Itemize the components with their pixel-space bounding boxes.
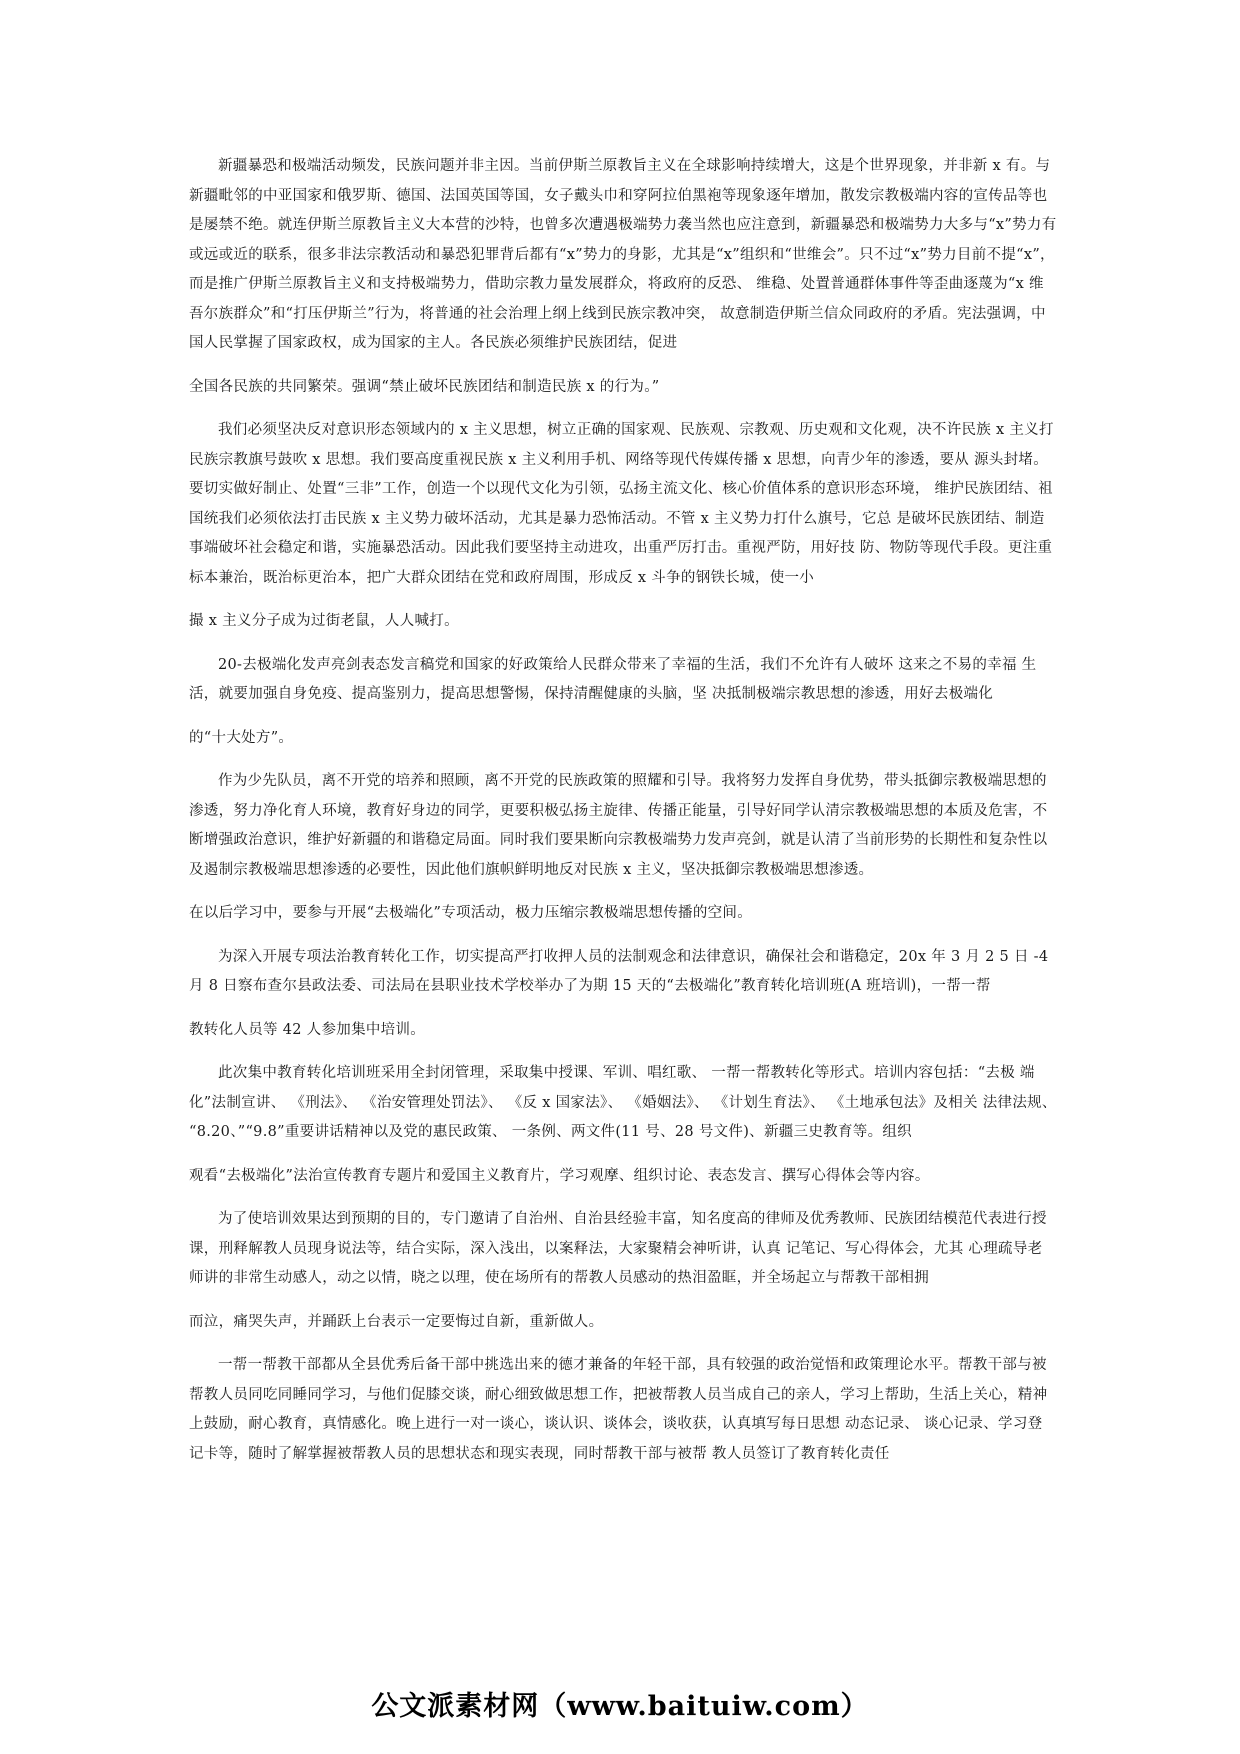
paragraph: 而泣，痛哭失声，并踊跃上台表示一定要悔过自新，重新做人。 bbox=[189, 1313, 604, 1330]
paragraph: 我们必须坚决反对意识形态领域内的 x 主义思想，树立正确的国家观、民族观、宗教观、历史观和文化观，决不许民族 x 主义打民族宗教旗号鼓吹 x 思想。我们要高度重视民族 x 主义利用手机、网络等现代传媒传播 x 思想，向青少年的渗透，要从 源头封堵。要切实做好制止、处置“三非”工作，创造一个以现代文化为引领，弘扬主流文化、核心价值体系的意识形态环境， 维护民族团结、祖国统我们必须依法打击民族 x 主义势力破坏活动，尤其是暴力恐怖活动。不管 x 主义势力打什么旗号，它总 是破坏民族团结、制造事端破坏社会稳定和谐，实施暴恐活动。因此我们要坚持主动进攻，出重严厉打击。重视严防，用好技 防、物防等现代手段。更注重标本兼治，既治标更治本，把广大群众团结在党和政府周围，形成反 x 斗争的钢铁长城，使一小 bbox=[189, 422, 1054, 586]
paragraph: 全国各民族的共同繁荣。强调“禁止破坏民族团结和制造民族 x 的行为。” bbox=[189, 378, 660, 395]
paragraph: 教转化人员等 42 人参加集中培训。 bbox=[189, 1021, 426, 1038]
paragraph: 作为少先队员，离不开党的培养和照顾，离不开党的民族政策的照耀和引导。我将努力发挥自身优势，带头抵御宗教极端思想的渗透，努力净化育人环境，教育好身边的同学，更要积极弘扬主旋律、传播正能量，引导好同学认清宗教极端思想的本质及危害，不断增强政治意识，维护好新疆的和谐稳定局面。同时我们要果断向宗教极端势力发声亮剑，就是认清了当前形势的长期性和复杂性以及遏制宗教极端思想渗透的必要性，因此他们旗帜鲜明地反对民族 x 主义，坚决抵御宗教极端思想渗透。 bbox=[189, 773, 1048, 878]
paragraph: 观看“去极端化”法治宣传教育专题片和爱国主义教育片，学习观摩、组织讨论、表态发言、撰写心得体会等内容。 bbox=[189, 1167, 930, 1184]
footer-watermark: 公文派素材网（www.baituiw.com） bbox=[371, 1691, 869, 1722]
paragraph: 为深入开展专项法治教育转化工作，切实提高严打收押人员的法制观念和法律意识，确保社会和谐稳定，20x 年 3 月 2 5 日 -4 月 8 日察布查尔县政法委、司法局在县职业技术学校举办了为期 15 天的“去极端化”教育转化培训班(A 班培训)，一帮一帮 bbox=[189, 948, 1049, 994]
paragraph: 为了使培训效果达到预期的目的，专门邀请了自治州、自治县经验丰富，知名度高的律师及优秀教师、民族团结模范代表进行授课，刑释解教人员现身说法等，结合实际，深入浅出，以案释法，大家聚精会神听讲，认真 记笔记、写心得体会，尤其 心理疏导老师讲的非常生动感人，动之以情，晓之以理，使在场所有的帮教人员感动的热泪盈眶，并全场起立与帮教干部相拥 bbox=[189, 1211, 1047, 1286]
paragraph: 在以后学习中，要参与开展“去极端化”专项活动，极力压缩宗教极端思想传播的空间。 bbox=[189, 905, 753, 921]
paragraph: 20-去极端化发声亮剑表态发言稿党和国家的好政策给人民群众带来了幸福的生活，我们不允许有人破坏 这来之不易的幸福 生活，就要加强自身免疫、提高鉴别力，提高思想警惕，保持清醒健康的头脑，坚 决抵制极端宗教思想的渗透，用好去极端化 bbox=[189, 656, 1037, 702]
paragraph: 新疆暴恐和极端活动频发，民族问题并非主因。当前伊斯兰原教旨主义在全球影响持续增大，这是个世界现象，并非新 x 有。与新疆毗邻的中亚国家和俄罗斯、德国、法国英国等国，女子戴头巾和穿阿拉伯黑袍等现象逐年增加，散发宗教极端内容的宣传品等也是屡禁不绝。就连伊斯兰原教旨主义大本营的沙特，也曾多次遭遇极端势力袭当然也应注意到，新疆暴恐和极端势力大多与“x”势力有或远或近的联系，很多非法宗教活动和暴恐犯罪背后都有“x”势力的身影，尤其是“x”组织和“世维会”。只不过“x”势力目前不提“x”， 而是推广伊斯兰原教旨主义和支持极端势力，借助宗教力量发展群众，将政府的反恐、 维稳、处置普通群体事件等歪曲逐蔑为“x 维吾尔族群众”和“打压伊斯兰”行为，将普通的社会治理上纲上线到民族宗教冲突， 故意制造伊斯兰信众同政府的矛盾。宪法强调，中国人民掌握了国家政权，成为国家的主人。各民族必须维护民族团结，促进 bbox=[189, 158, 1057, 351]
paragraph: 一帮一帮教干部都从全县优秀后备干部中挑选出来的德才兼备的年轻干部，具有较强的政治觉悟和政策理论水平。帮教干部与被帮教人员同吃同睡同学习，与他们促膝交谈，耐心细致做思想工作，把被帮教人员当成自己的亲人，学习上帮助，生活上关心，精神上鼓励，耐心教育，真情感化。晚上进行一对一谈心，谈认识、谈体会，谈收获，认真填写每日思想 动态记录、 谈心记录、学习登记卡等，随时了解掌握被帮教人员的思想状态和现实表现，同时帮教干部与被帮 教人员签订了教育转化责任 bbox=[189, 1357, 1048, 1462]
paragraph: 此次集中教育转化培训班采用全封闭管理，采取集中授课、军训、唱红歌、 一帮一帮教转化等形式。培训内容包括：“去极 端化”法制宣讲、 《刑法》、 《治安管理处罚法》、 《反 x 国家法》、 《婚姻法》、 《计划生育法》、 《土地承包法》及相关 法律法规、 “8.20、”“9.8”重要讲话精神以及党的惠民政策、 一条例、两文件(11 号、28 号文件)、新疆三史教育等。组织 bbox=[189, 1065, 1057, 1140]
paragraph: 的“十大处方”。 bbox=[189, 729, 294, 746]
document-body bbox=[189, 152, 1057, 1469]
paragraph: 撮 x 主义分子成为过街老鼠，人人喊打。 bbox=[189, 613, 459, 629]
